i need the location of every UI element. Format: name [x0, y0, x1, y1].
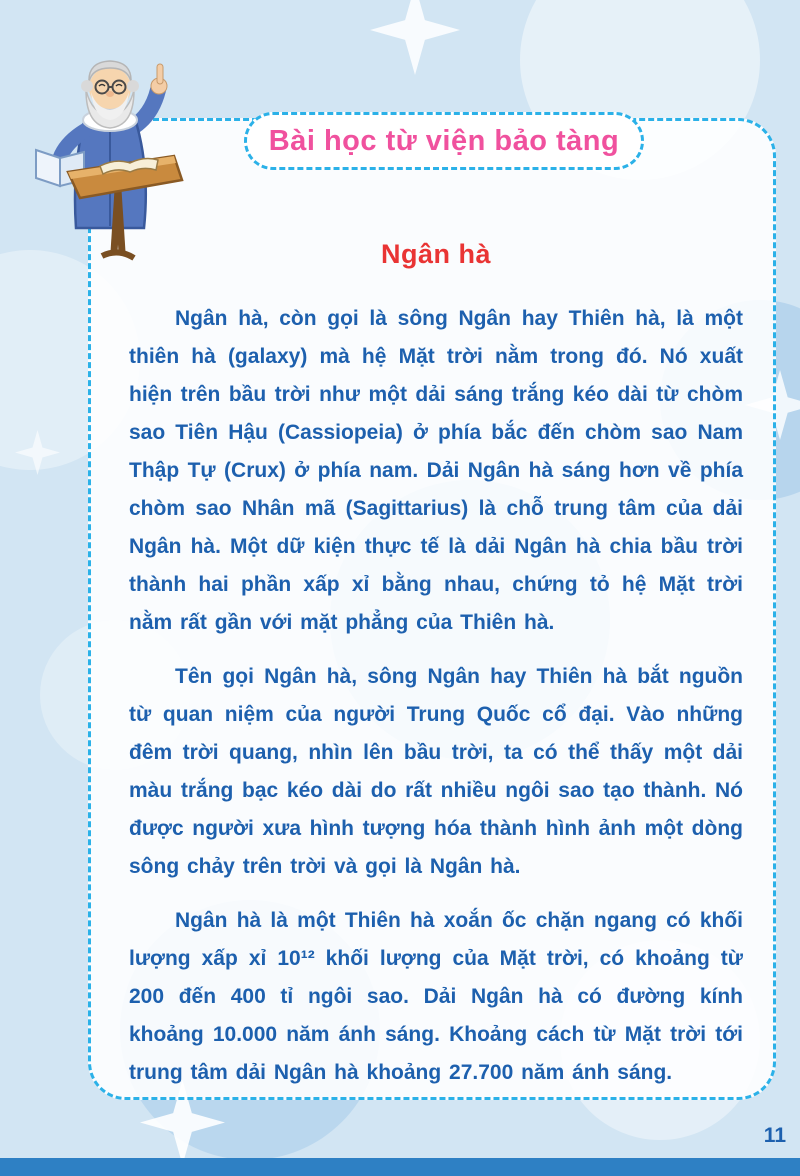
star-icon — [15, 430, 60, 475]
star-icon — [370, 0, 460, 75]
page-number: 11 — [763, 1124, 786, 1147]
paragraph-2: Tên gọi Ngân hà, sông Ngân hay Thiên hà bắt nguồn từ quan niệm của người Trung Quốc cổ đại. Vào những đêm trời quang, nhìn lên bầu trời, ta có thể thấy một dải màu trắng bạc kéo dài do rất nhiều ngôi sao tạo thành. Nó được người xưa hình tượng hóa thành hình ảnh một dòng sông chảy trên trời và gọi là Ngân hà. — [129, 665, 743, 878]
paragraph-1: Ngân hà, còn gọi là sông Ngân hay Thiên hà, là một thiên hà (galaxy) mà hệ Mặt trời nằm trong đó. Nó xuất hiện trên bầu trời như một dải sáng trắng kéo dài từ chòm sao Tiên Hậu (Cassiopeia) ở phía bắc đến chòm sao Nam Thập Tự (Crux) ở phía nam. Dải Ngân hà sáng hơn về phía chòm sao Nhân mã (Sagittarius) là chỗ trung tâm của dải Ngân hà. Một dữ kiện thực tế là dải Ngân hà chia bầu trời thành hai phần xấp xỉ bằng nhau, chứng tỏ hệ Mặt trời nằm rất gần với mặt phẳng của Thiên hà. — [129, 307, 743, 634]
chapter-badge-label: Bài học từ viện bảo tàng — [268, 124, 620, 157]
footer-bar — [0, 1158, 800, 1176]
section-title: Ngân hà — [380, 239, 491, 269]
scholar-illustration — [16, 30, 196, 270]
paragraph-3: Ngân hà là một Thiên hà xoắn ốc chặn ngang có khối lượng xấp xỉ 10¹² khối lượng của Mặt trời, có khoảng từ 200 đến 400 tỉ ngôi sao. Dải Ngân hà có đường kính khoảng 10.000 năm ánh sáng. Khoảng cách từ Mặt trời tới trung tâm dải Ngân hà khoảng 27.700 năm ánh sáng. — [129, 909, 743, 1084]
chapter-badge — [244, 112, 644, 170]
